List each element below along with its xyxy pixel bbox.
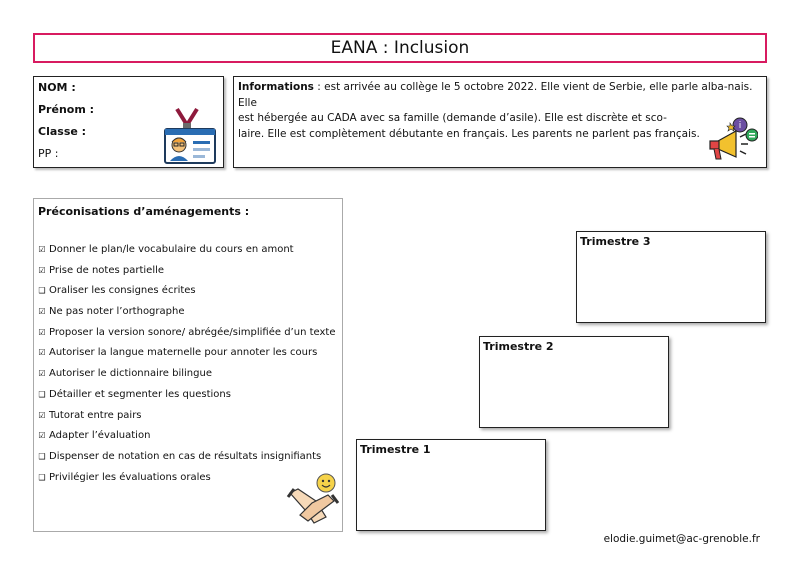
preconisation-label: Prise de notes partielle [49, 264, 165, 276]
preconisation-label: Privilégier les évaluations orales [49, 471, 211, 483]
preconisation-label: Donner le plan/le vocabulaire du cours en amont [49, 244, 294, 255]
checked-box-icon: ☑ [38, 265, 46, 275]
handshake-icon [286, 471, 340, 527]
trimestre-3-box [576, 231, 766, 323]
pp-label: PP : [38, 147, 59, 160]
preconisation-item [38, 343, 338, 364]
preconisation-label: Oraliser les consignes écrites [49, 285, 196, 297]
preconisation-label: Autoriser la langue maternelle pour annoter les cours [49, 347, 318, 359]
checked-box-icon: ☑ [38, 410, 46, 420]
preconisation-item [38, 281, 338, 302]
preconisation-item [38, 447, 338, 468]
preconisation-label: Proposer la version sonore/ abrégée/simplifiée d’un texte [49, 326, 336, 338]
preconisations-title: Préconisations d’aménagements : [38, 205, 250, 218]
classe-label: Classe : [38, 125, 87, 138]
info-line-3: laire. Elle est complètement débutante en français. Les parents ne parlent pas français. [238, 127, 700, 140]
preconisation-item [38, 323, 338, 344]
id-badge-icon [163, 107, 219, 165]
preconisation-label: Ne pas noter l’orthographe [49, 306, 185, 318]
preconisations-box [33, 198, 343, 532]
nom-label: NOM : [38, 81, 76, 94]
preconisation-item [38, 406, 338, 427]
informations-box [233, 76, 767, 168]
checked-box-icon: ☑ [38, 348, 46, 358]
student-identity-box [33, 76, 224, 168]
unchecked-box-icon: ❑ [38, 286, 46, 296]
preconisation-label: Dispenser de notation en cas de résultats insignifiants [49, 450, 322, 462]
checked-box-icon: ☑ [38, 327, 46, 337]
checked-box-icon: ☑ [38, 431, 46, 441]
trimestre-1-box [356, 439, 546, 531]
checked-box-icon: ☑ [38, 369, 46, 379]
info-label: Informations [238, 81, 314, 93]
preconisation-item [38, 261, 338, 282]
page-title [33, 33, 767, 63]
preconisations-list [38, 240, 338, 488]
preconisation-item [38, 302, 338, 323]
preconisation-item [38, 364, 338, 385]
page-title-text: EANA : Inclusion [330, 38, 470, 58]
unchecked-box-icon: ❑ [38, 389, 46, 399]
preconisation-label: Autoriser le dictionnaire bilingue [49, 368, 212, 380]
checked-box-icon: ☑ [38, 245, 46, 254]
trimestre-2-label: Trimestre 2 [483, 340, 554, 353]
preconisation-item [38, 385, 338, 406]
preconisation-label: Détailler et segmenter les questions [49, 388, 231, 400]
preconisation-label: Adapter l’évaluation [49, 430, 151, 442]
info-line-1-text: : est arrivée au collège le 5 octobre 2022. Elle vient de Serbie, elle parle alba-nais. Elle [238, 81, 753, 109]
preconisation-item [38, 240, 338, 261]
preconisation-item [38, 426, 338, 447]
megaphone-icon [706, 115, 758, 163]
unchecked-box-icon: ❑ [38, 451, 46, 461]
trimestre-2-box [479, 336, 669, 428]
preconisation-label: Tutorat entre pairs [49, 409, 142, 421]
trimestre-3-label: Trimestre 3 [580, 235, 651, 248]
svg-text:i: i [738, 121, 742, 131]
checked-box-icon: ☑ [38, 307, 46, 317]
author-email: elodie.guimet@ac-grenoble.fr [603, 533, 760, 545]
info-line-1 [238, 80, 762, 111]
unchecked-box-icon: ❑ [38, 472, 46, 482]
trimestre-1-label: Trimestre 1 [360, 443, 431, 456]
info-line-2: est hébergée au CADA avec sa famille (demande d’asile). Elle est discrète et sco- [238, 112, 667, 124]
prenom-label: Prénom : [38, 103, 95, 116]
